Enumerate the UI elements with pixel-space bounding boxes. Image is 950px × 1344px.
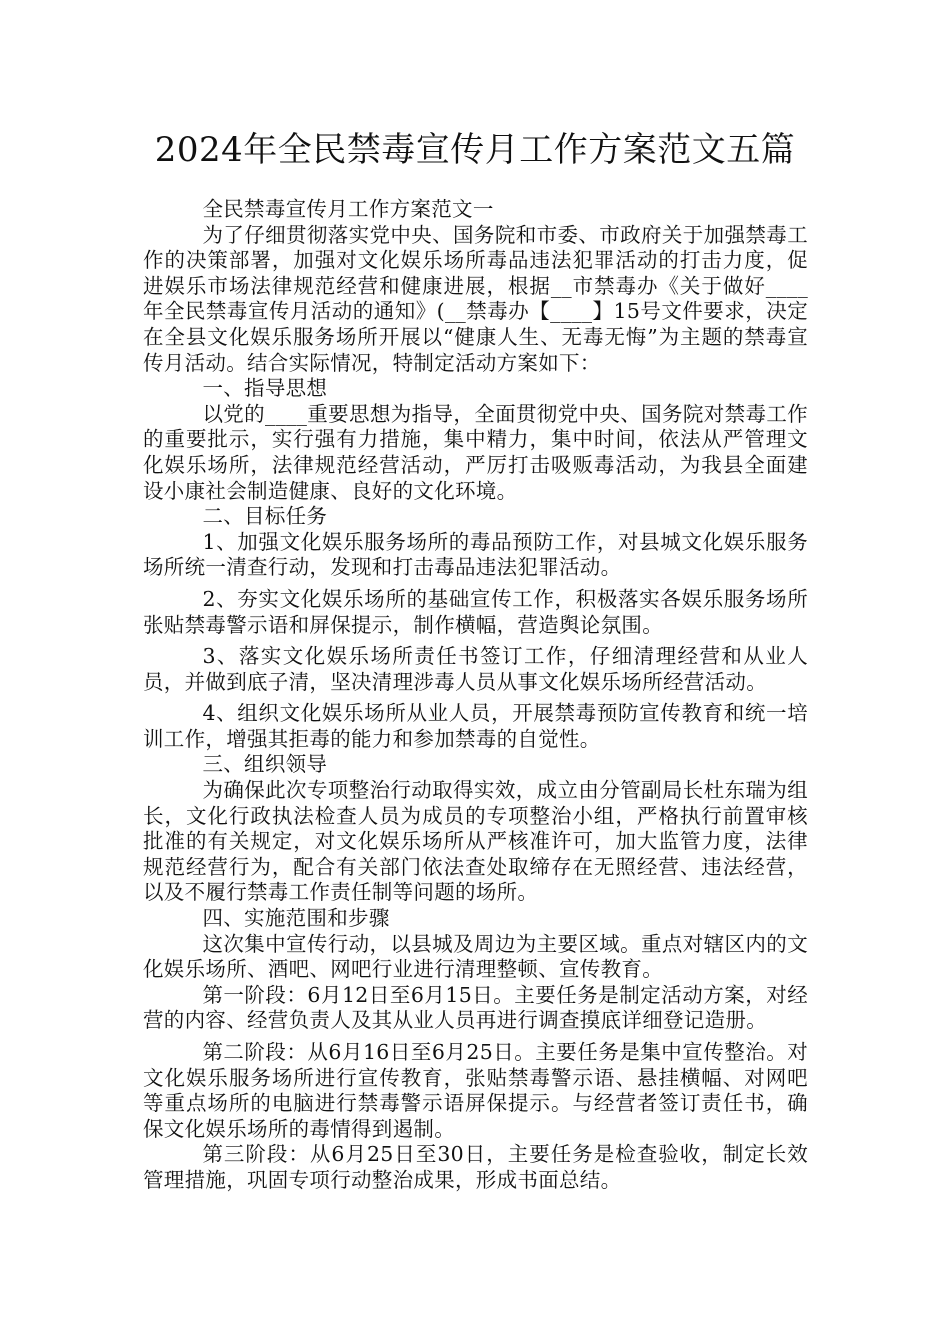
section-heading-goals: 二、目标任务 (202, 504, 328, 529)
phase-2-paragraph: 第二阶段：从6月16日至6月25日。主要任务是集中宣传整治。对文化娱乐服务场所进行宣传教育，张贴禁毒警示语、悬挂横幅、对网吧等重点场所的电脑进行禁毒警示语屏保提示。与经营者签订责任书，确保文化娱乐场所的毒情得到遏制。 (143, 1040, 808, 1141)
document-title: 2024年全民禁毒宣传月工作方案范文五篇 (154, 130, 796, 170)
section-heading-guiding-thought: 一、指导思想 (202, 376, 328, 401)
leadership-paragraph: 为确保此次专项整治行动取得实效，成立由分管副局长杜东瑞为组长，文化行政执法检查人员为成员的专项整治小组，严格执行前置审核批准的有关规定，对文化娱乐场所从严核准许可，加大监管力度，法律规范经营行为，配合有关部门依法查处取缔存在无照经营、违法经营，以及不履行禁毒工作责任制等问题的场所。 (143, 778, 808, 905)
goal-item-4: 4、组织文化娱乐场所从业人员，开展禁毒预防宣传教育和统一培训工作，增强其拒毒的能力和参加禁毒的自觉性。 (143, 701, 808, 751)
goal-item-2: 2、夯实文化娱乐场所的基础宣传工作，积极落实各娱乐服务场所张贴禁毒警示语和屏保提示，制作横幅，营造舆论氛围。 (143, 586, 808, 637)
section-heading-scope-steps: 四、实施范围和步骤 (202, 906, 390, 931)
intro-paragraph: 为了仔细贯彻落实党中央、国务院和市委、市政府关于加强禁毒工作的决策部署，加强对文化娱乐场所毒品违法犯罪活动的打击力度，促进娱乐市场法律规范经营和健康进展，根据__市禁毒办《关于做好____年全民禁毒宣传月活动的通知》(__禁毒办【____】15号文件要求，决定在全县文化娱乐服务场所开展以“健康人生、无毒无悔”为主题的禁毒宣传月活动。结合实际情况，特制定活动方案如下： (143, 222, 808, 375)
phase-1-paragraph: 第一阶段：6月12日至6月15日。主要任务是制定活动方案，对经营的内容、经营负责人及其从业人员再进行调查摸底详细登记造册。 (143, 982, 808, 1033)
section-heading-leadership: 三、组织领导 (202, 752, 328, 777)
phase-3-paragraph: 第三阶段：从6月25日至30日，主要任务是检查验收，制定长效管理措施，巩固专项行动整治成果，形成书面总结。 (143, 1142, 808, 1192)
scope-paragraph: 这次集中宣传行动，以县城及周边为主要区域。重点对辖区内的文化娱乐场所、酒吧、网吧行业进行清理整顿、宣传教育。 (143, 931, 808, 982)
guiding-thought-paragraph: 以党的____重要思想为指导，全面贯彻党中央、国务院对禁毒工作的重要批示，实行强有力措施，集中精力，集中时间，依法从严管理文化娱乐场所，法律规范经营活动，严厉打击吸贩毒活动，为我县全面建设小康社会制造健康、良好的文化环境。 (143, 401, 808, 503)
goal-item-3: 3、落实文化娱乐场所责任书签订工作，仔细清理经营和从业人员，并做到底子清，坚决清理涉毒人员从事文化娱乐场所经营活动。 (143, 644, 808, 694)
document-body (143, 197, 808, 1194)
goal-item-1: 1、加强文化娱乐服务场所的毒品预防工作，对县城文化娱乐服务场所统一清查行动，发现和打击毒品违法犯罪活动。 (143, 529, 808, 580)
section-subtitle: 全民禁毒宣传月工作方案范文一 (202, 197, 494, 221)
